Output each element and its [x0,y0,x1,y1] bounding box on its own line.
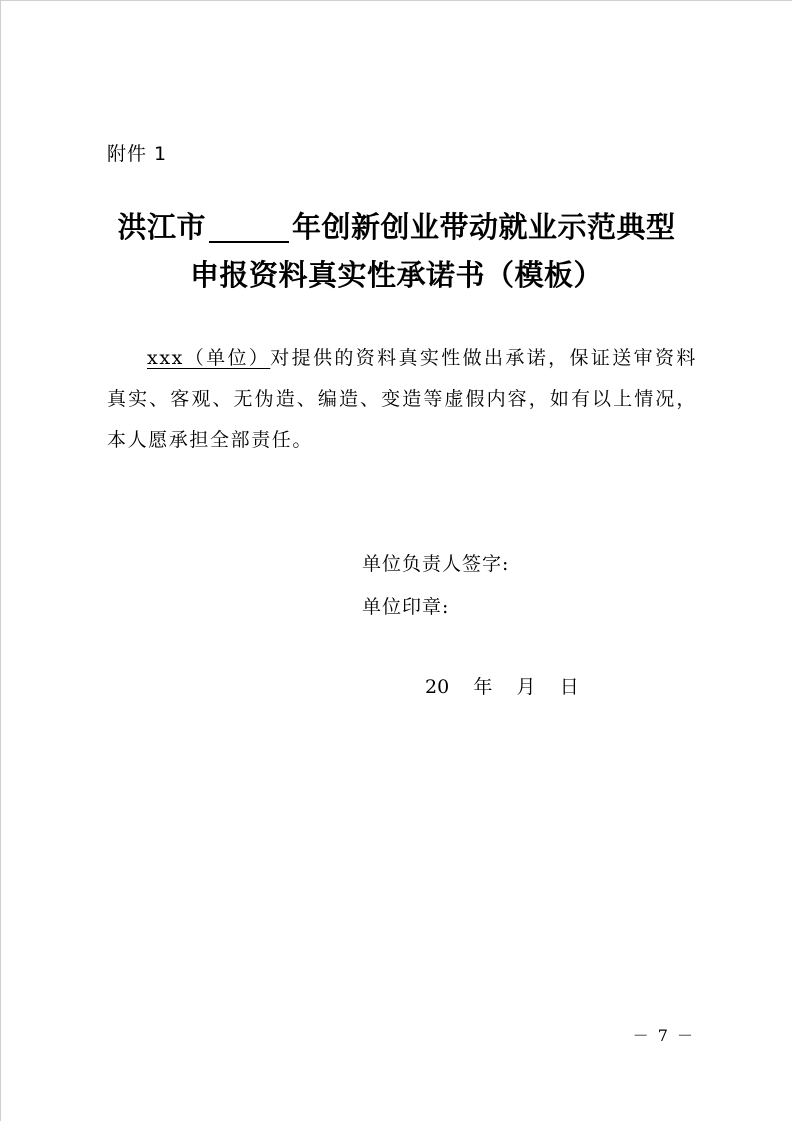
unit-seal-label: 单位印章: [362,596,450,618]
commitment-paragraph [107,338,697,461]
attachment-label: 附件 1 [107,143,168,165]
document-title-line-2: 申报资料真实性承诺书（模板） [189,258,603,292]
date-year-prefix: 20 [425,676,450,698]
date-line [425,672,579,699]
responsible-person-signature-label: 单位负责人签字: [362,553,510,575]
document-title-line-1 [0,205,793,246]
year-blank-line [209,211,289,243]
title-subject: 年创新创业带动就业示范典型 [292,210,676,244]
commitment-text: 对提供的资料真实性做出承诺，保证送审资料真实、客观、无伪造、编造、变造等虚假内容，如有以上情况，本人愿承担全部责任。 [107,347,697,451]
title-city: 洪江市 [117,210,206,244]
date-year-label: 年 [473,676,493,698]
unit-placeholder: xxx（单位） [147,347,271,369]
date-day-label: 日 [559,676,579,698]
page-number: － 7 － [632,1026,695,1045]
date-month-label: 月 [516,676,536,698]
